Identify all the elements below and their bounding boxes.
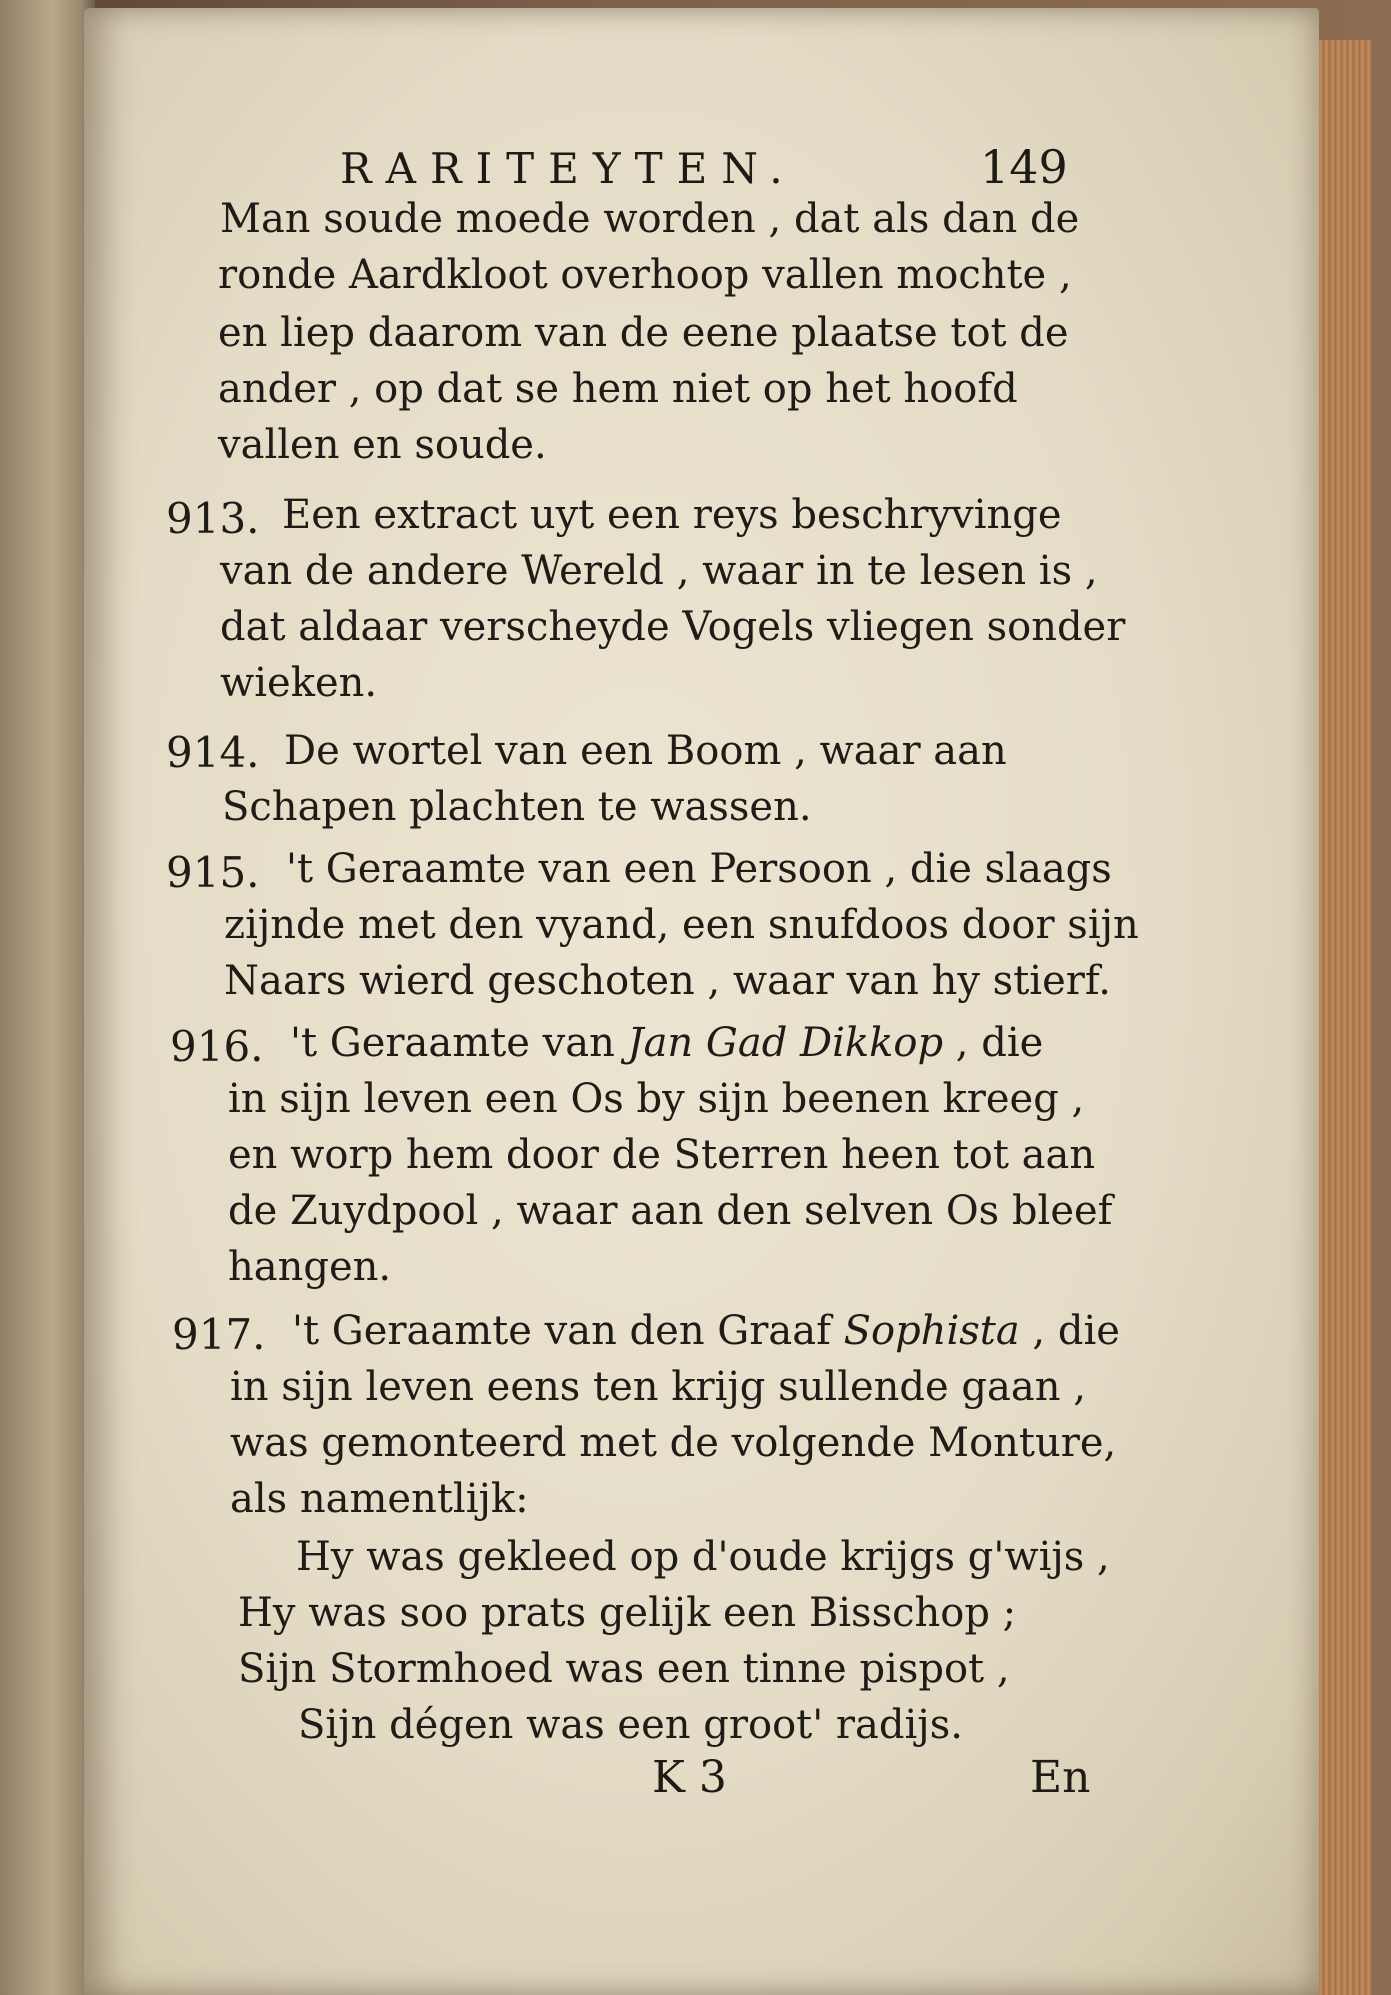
text-line: als namentlijk: [230,1476,529,1522]
book-page-edges [1312,40,1372,1995]
left-page-edge [0,0,95,1995]
running-header: RARITEYTEN. [340,144,797,193]
text-line: in sijn leven een Os by sijn beenen kreeg , [228,1076,1085,1122]
text-line: 't Geraamte van een Persoon , die slaags [286,846,1112,892]
entry-number: 916. [170,1022,264,1071]
entry-number: 917. [172,1310,266,1359]
text-line: en worp hem door de Sterren heen tot aan [228,1132,1096,1178]
text-line: ronde Aardkloot overhoop vallen mochte , [218,252,1072,298]
text-line: in sijn leven eens ten krijg sullende gaan , [230,1364,1086,1410]
entry-number: 914. [166,728,260,777]
page-number: 149 [980,140,1068,194]
verse-line: Hy was soo prats gelijk een Bisschop ; [238,1590,1017,1636]
text-line: 't Geraamte van Jan Gad Dikkop , die [290,1020,1044,1066]
text-line: Een extract uyt een reys beschryvinge [282,492,1062,538]
text-line: en liep daarom van de eene plaatse tot de [218,310,1069,356]
catchword: En [1030,1752,1091,1803]
entry-number: 913. [166,494,260,543]
text-line: wieken. [220,660,378,706]
signature-mark: K 3 [652,1752,727,1803]
verse-line: Hy was gekleed op d'oude krijgs g'wijs , [296,1534,1110,1580]
verse-line: Sijn dégen was een groot' radijs. [298,1702,963,1748]
text-line: van de andere Wereld , waar in te lesen is , [220,548,1098,594]
italic-name: Sophista [843,1308,1020,1354]
text-line: ander , op dat se hem niet op het hoofd [218,366,1018,412]
text-line: De wortel van een Boom , waar aan [284,728,1007,774]
text-line: vallen en soude. [218,422,547,468]
text-line: was gemonteerd met de volgende Monture, [230,1420,1117,1466]
entry-number: 915. [166,848,260,897]
text-line: Naars wierd geschoten , waar van hy stierf. [224,958,1111,1004]
verse-line: Sijn Stormhoed was een tinne pispot , [238,1646,1010,1692]
text-line: Schapen plachten te wassen. [222,784,812,830]
text-line: 't Geraamte van den Graaf Sophista , die [292,1308,1120,1354]
text-line: de Zuydpool , waar aan den selven Os bleef [228,1188,1113,1234]
text-line: Man soude moede worden , dat als dan de [220,196,1080,242]
italic-name: Jan Gad Dikkop [627,1020,944,1066]
text-line: hangen. [228,1244,392,1290]
text-line: zijnde met den vyand, een snufdoos door sijn [224,902,1139,948]
text-line: dat aldaar verscheyde Vogels vliegen sonder [220,604,1126,650]
